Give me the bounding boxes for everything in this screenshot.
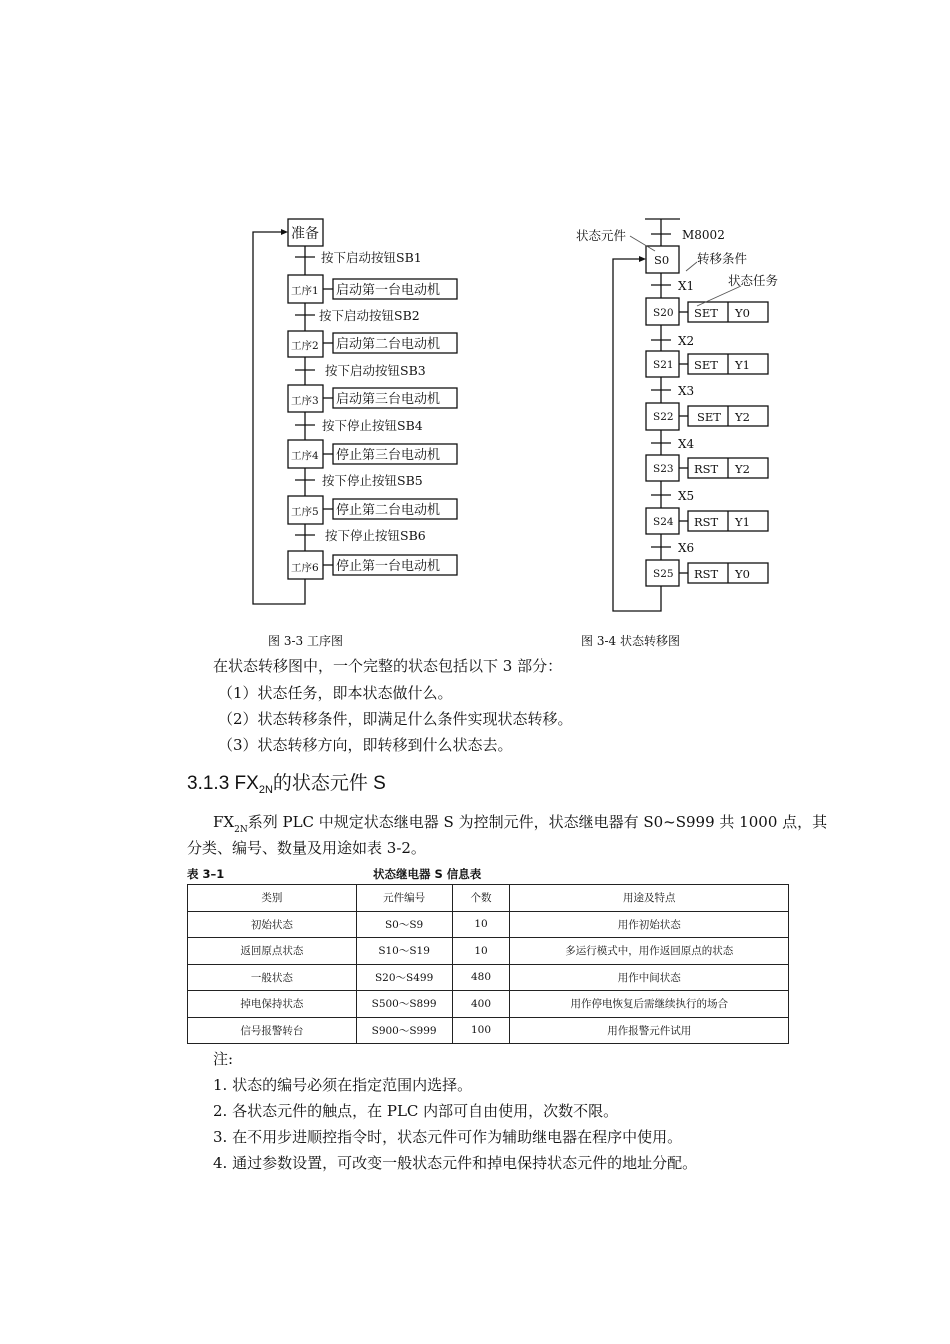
- table-cell: S500～S899: [356, 991, 452, 1018]
- condition-label: 按下停止按钮SB5: [322, 473, 423, 488]
- table-cell: S10～S19: [356, 938, 452, 965]
- step-action: 启动第三台电动机: [336, 392, 441, 407]
- table-cell: 10: [452, 911, 510, 938]
- step-label: 工序6: [291, 562, 319, 574]
- transition-label: X1: [678, 279, 695, 293]
- table-row: [188, 1017, 789, 1044]
- state-label: S0: [654, 253, 670, 267]
- transition-label: X2: [678, 334, 695, 348]
- state-command: RST: [694, 515, 719, 529]
- table-cell: 掉电保持状态: [188, 991, 357, 1018]
- table-cell: S900～S999: [356, 1017, 452, 1044]
- notes-title: 注:: [213, 1050, 234, 1068]
- annotation-element: 状态元件: [576, 228, 627, 243]
- note-item: 1. 状态的编号必须在指定范围内选择。: [213, 1076, 473, 1094]
- condition-label: 按下启动按钮SB3: [325, 363, 426, 378]
- state-output: Y2: [735, 410, 750, 424]
- step-label: 工序1: [291, 285, 319, 297]
- step-action: 启动第一台电动机: [336, 283, 441, 298]
- info-table: [187, 884, 789, 1044]
- condition-label: 按下启动按钮SB2: [319, 308, 420, 323]
- state-output: Y2: [735, 462, 750, 476]
- initial-condition: M8002: [682, 228, 725, 242]
- condition-label: 按下停止按钮SB6: [325, 528, 426, 543]
- transition-label: X4: [678, 437, 695, 451]
- transition-label: X3: [678, 384, 695, 398]
- table-header-cell: 元件编号: [356, 885, 452, 912]
- state-output: Y0: [735, 306, 750, 320]
- table-cell: 用作停电恢复后需继续执行的场合: [510, 991, 789, 1018]
- table-header-row: [188, 885, 789, 912]
- state-label: S25: [653, 568, 674, 580]
- table-cell: 初始状态: [188, 911, 357, 938]
- state-command: SET: [694, 358, 718, 372]
- table-row: [188, 991, 789, 1018]
- paragraph: $FX_{2N}$系列 PLC 中规定状态继电器 S 为控制元件，状态继电器有 S0~S999 共 1000 点，其: [213, 813, 828, 835]
- paragraph: 分类、编号、数量及用途如表 3-2。: [187, 839, 426, 857]
- step-label: 工序2: [291, 340, 319, 352]
- note-item: 4. 通过参数设置，可改变一般状态元件和掉电保持状态元件的地址分配。: [213, 1154, 698, 1172]
- state-command: SET: [694, 306, 718, 320]
- figure-3-3: [0, 0, 950, 660]
- table-cell: 480: [452, 964, 510, 991]
- table-cell: 10: [452, 938, 510, 965]
- list-item: （3）状态转移方向，即转移到什么状态去。: [218, 736, 513, 754]
- table-header-cell: 用途及特点: [510, 885, 789, 912]
- table-header-cell: 个数: [452, 885, 510, 912]
- state-command: RST: [694, 567, 719, 581]
- table-label: 表 3–1: [187, 867, 225, 881]
- note-item: 3. 在不用步进顺控指令时，状态元件可作为辅助继电器在程序中使用。: [213, 1128, 683, 1146]
- table-cell: 100: [452, 1017, 510, 1044]
- table-title: 状态继电器 S 信息表: [373, 867, 482, 881]
- step-label: 工序4: [291, 450, 319, 462]
- start-box-label: 准备: [291, 226, 319, 242]
- state-command: RST: [694, 462, 719, 476]
- condition-label: 按下启动按钮SB1: [321, 250, 422, 265]
- condition-label: 按下停止按钮SB4: [322, 418, 423, 433]
- table-cell: 用作中间状态: [510, 964, 789, 991]
- table-cell: 400: [452, 991, 510, 1018]
- step-label: 工序3: [291, 395, 319, 407]
- state-output: Y0: [735, 567, 750, 581]
- annotation-task: 状态任务: [728, 273, 779, 288]
- step-action: 停止第三台电动机: [336, 448, 441, 463]
- step-action: 停止第一台电动机: [336, 559, 441, 574]
- table-cell: S20～S499: [356, 964, 452, 991]
- state-label: S22: [653, 411, 674, 423]
- table-row: [188, 964, 789, 991]
- transition-label: X6: [678, 541, 695, 555]
- step-label: 工序5: [291, 506, 319, 518]
- table-cell: 多运行模式中，用作返回原点的状态: [510, 938, 789, 965]
- state-label: S24: [653, 516, 674, 528]
- figure-caption: 图 3-4 状态转移图: [581, 634, 680, 648]
- list-item: （1）状态任务，即本状态做什么。: [218, 684, 453, 702]
- table-cell: 用作初始状态: [510, 911, 789, 938]
- state-label: S21: [653, 359, 674, 371]
- table-cell: 一般状态: [188, 964, 357, 991]
- annotation-condition: 转移条件: [697, 251, 748, 266]
- state-output: Y1: [735, 358, 750, 372]
- table-cell: 返回原点状态: [188, 938, 357, 965]
- list-item: （2）状态转移条件，即满足什么条件实现状态转移。: [218, 710, 573, 728]
- table-row: [188, 938, 789, 965]
- table-cell: 信号报警转台: [188, 1017, 357, 1044]
- step-action: 停止第二台电动机: [336, 503, 441, 518]
- table-cell: S0～S9: [356, 911, 452, 938]
- intro-paragraph: 在状态转移图中，一个完整的状态包括以下 3 部分：: [213, 657, 563, 675]
- table-header-cell: 类别: [188, 885, 357, 912]
- section-heading: 3.1.3 $FX_{2N}$的状态元件 S: [187, 773, 386, 796]
- table-row: [188, 911, 789, 938]
- figure-caption: 图 3-3 工序图: [268, 634, 343, 648]
- state-output: Y1: [735, 515, 750, 529]
- transition-label: X5: [678, 489, 695, 503]
- step-action: 启动第二台电动机: [336, 337, 441, 352]
- table-cell: 用作报警元件试用: [510, 1017, 789, 1044]
- note-item: 2. 各状态元件的触点，在 PLC 内部可自由使用，次数不限。: [213, 1102, 619, 1120]
- state-label: S20: [653, 307, 674, 319]
- state-command: SET: [697, 410, 721, 424]
- state-label: S23: [653, 463, 674, 475]
